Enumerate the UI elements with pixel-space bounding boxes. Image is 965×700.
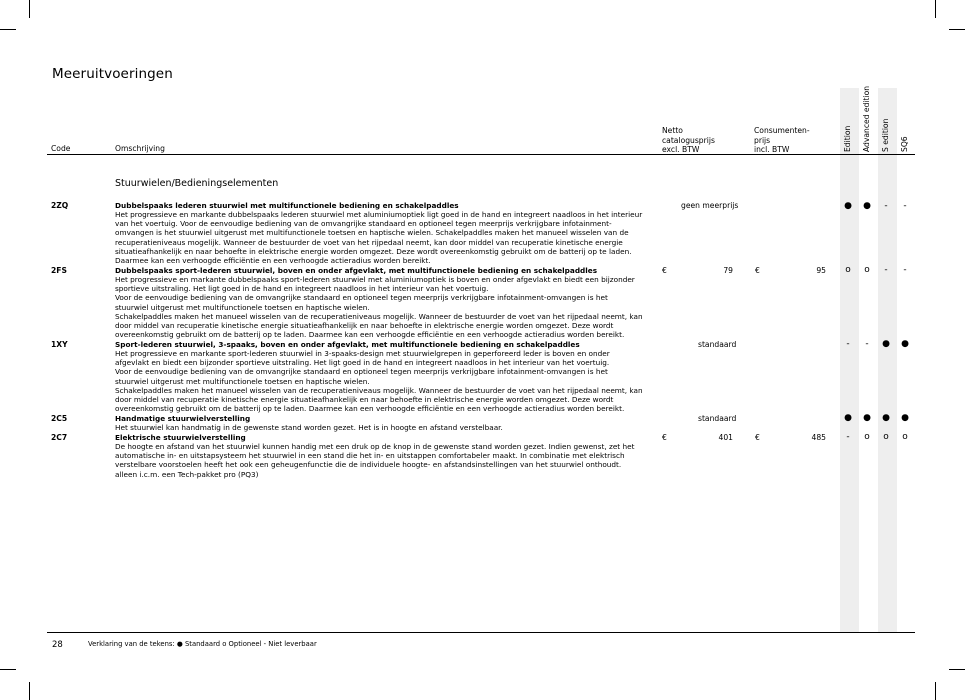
column-header-net-price: Netto catalogusprijs excl. BTW [662, 126, 715, 154]
option-code: 2FS [51, 266, 67, 275]
crop-mark [935, 682, 936, 700]
option-title: Dubbelspaaks lederen stuurwiel met multifunctionele bediening en schakelpaddles [115, 201, 459, 210]
option-code: 2ZQ [51, 201, 69, 210]
availability-advanced-edition: ● [863, 201, 871, 211]
availability-sq6: - [903, 265, 907, 275]
availability-edition: o [845, 265, 851, 275]
option-code: 1XY [51, 340, 68, 349]
option-description [115, 201, 643, 265]
currency-symbol: € [662, 266, 667, 275]
availability-s-edition: ● [882, 339, 890, 349]
option-title: Handmatige stuurwielverstelling [115, 414, 251, 423]
availability-edition: ● [844, 201, 852, 211]
option-body: Het progressieve en markante dubbelspaaks lederen stuurwiel met aluminiumoptiek ligt goed in de hand en integreert naadloos in het interieur van het voertuig. Voor de eenvoudige bediening van de omvangrijke standaard en optioneel tegen meerprijs verkrijgbare infotainment-omvangen is het stuurwiel uitgerust met multifunctionele toetsen en haptische wielen. Schakelpaddles maken het manueel wisselen van de recuperatieniveaus mogelijk. Wanneer de bestuurder de voet van het rijpedaal neemt, kan door middel van recuperatie kinetische energie situatieafhankelijk en naar behoefte in elektrische energie worden omgezet. Deze wordt overeenkomstig gebruikt om de batterij op te laden. Daarmee kan een verhoogde efficiëntie en een verhoogde actieradius worden bereikt. [115, 210, 643, 265]
page-title: Meeruitvoeringen [52, 66, 173, 82]
option-title: Elektrische stuurwielverstelling [115, 433, 246, 442]
price-text: standaard [698, 340, 737, 349]
availability-edition: ● [844, 413, 852, 423]
price-text: geen meerprijs [681, 201, 739, 210]
crop-mark [949, 669, 965, 670]
currency-symbol: € [662, 433, 667, 442]
crop-mark [949, 29, 965, 30]
availability-sq6: ● [901, 413, 909, 423]
option-title: Sport-lederen stuurwiel, 3-spaaks, boven en onder afgevlakt, met multifunctionele bediening en schakelpaddles [115, 340, 580, 349]
crop-mark [0, 669, 16, 670]
crop-mark [29, 682, 30, 700]
option-description [115, 340, 643, 413]
edition-column-shade [878, 88, 897, 632]
column-header-code: Code [51, 144, 71, 153]
legend: Verklaring van de tekens: ● Standaard o Optioneel - Niet leverbaar [88, 640, 317, 648]
option-description [115, 414, 643, 432]
column-header-description: Omschrijving [115, 144, 165, 153]
net-price: 79 [723, 266, 733, 275]
crop-mark [29, 0, 30, 18]
column-header-sq6: SQ6 [900, 136, 909, 152]
availability-advanced-edition: - [865, 339, 869, 349]
availability-sq6: o [902, 432, 908, 442]
currency-symbol: € [755, 433, 760, 442]
option-body: Het stuurwiel kan handmatig in de gewenste stand worden gezet. Het is in hoogte en afstand verstelbaar. [115, 423, 503, 433]
availability-edition: - [846, 339, 850, 349]
option-description [115, 266, 643, 339]
header-rule [47, 154, 915, 155]
currency-symbol: € [755, 266, 760, 275]
option-title: Dubbelspaaks sport-lederen stuurwiel, boven en onder afgevlakt, met multifunctionele bediening en schakelpaddles [115, 266, 598, 275]
availability-s-edition: - [884, 201, 888, 211]
crop-mark [0, 29, 16, 30]
footer-rule [47, 632, 915, 633]
net-price: 401 [718, 433, 733, 442]
availability-sq6: ● [901, 339, 909, 349]
availability-advanced-edition: o [864, 265, 870, 275]
option-body: De hoogte en afstand van het stuurwiel kunnen handig met een druk op de knop in de gewenste stand worden gezet. Indien gewenst, zet het automatische in- en uitstapsysteem het stuurwiel in een stand die het in- en uitstappen comfortabeler maakt. In combinatie met elektrisch verstelbare voorstoelen heeft het ook een geheugenfunctie die de individuele hoogte- en afstandsinstellingen van het stuurwiel onthoudt. alleen i.c.m. een Tech-pakket pro (PQ3) [115, 442, 635, 479]
option-body: Het progressieve en markante sport-lederen stuurwiel in 3-spaaks-design met stuurwielgrepen in geperforeerd leder is boven en onder afgevlakt en biedt een bijzonder sportieve uitstraling. Het ligt goed in de hand en integreert naadloos in het interieur van het voertuig. Voor de eenvoudige bediening van de omvangrijke standaard en optioneel tegen meerprijs verkrijgbare infotainment-omvangen is het stuurwiel uitgerust met multifunctionele toetsen en haptische wielen. Schakelpaddles maken het manueel wisselen van de recuperatieniveaus mogelijk. Wanneer de bestuurder de voet van het rijpedaal neemt, kan door middel van recuperatie kinetische energie situatieafhankelijk en naar behoefte in elektrische energie worden omgezet. Deze wordt overeenkomstig gebruikt om de batterij op te laden. Daarmee kan een verhoogde efficiëntie en een verhoogde actieradius worden bereikt. [115, 349, 643, 414]
availability-s-edition: - [884, 265, 888, 275]
option-body: Het progressieve en markante dubbelspaaks sport-lederen stuurwiel met aluminiumoptiek is boven en onder afgevlakt en biedt een bijzonder sportieve uitstraling. Het ligt goed in de hand en integreert naadloos in het interieur van het voertuig. Voor de eenvoudige bediening van de omvangrijke standaard en optioneel tegen meerprijs verkrijgbare infotainment-omvangen is het stuurwiel uitgerust met multifunctionele toetsen en haptische wielen. Schakelpaddles maken het manueel wisselen van de recuperatieniveaus mogelijk. Wanneer de bestuurder de voet van het rijpedaal neemt, kan door middel van recuperatie kinetische energie situatieafhankelijk en naar behoefte in elektrische energie worden omgezet. Deze wordt overeenkomstig gebruikt om de batterij op te laden. Daarmee kan een verhoogde efficiëntie en een verhoogde actieradius worden bereikt. [115, 275, 643, 340]
consumer-price: 95 [816, 266, 826, 275]
option-description [115, 433, 643, 479]
availability-advanced-edition: o [864, 432, 870, 442]
section-title: Stuurwielen/Bedieningselementen [115, 178, 279, 189]
option-code: 2C7 [51, 433, 68, 442]
column-header-s-edition: S edition [881, 118, 890, 152]
crop-mark [935, 0, 936, 18]
price-text: standaard [698, 414, 737, 423]
availability-s-edition: o [883, 432, 889, 442]
consumer-price: 485 [811, 433, 826, 442]
column-header-consumer-price: Consumenten- prijs incl. BTW [754, 126, 810, 154]
availability-sq6: - [903, 201, 907, 211]
column-header-advanced-edition: Advanced edition [862, 85, 871, 152]
availability-advanced-edition: ● [863, 413, 871, 423]
option-code: 2C5 [51, 414, 68, 423]
availability-s-edition: ● [882, 413, 890, 423]
page-number: 28 [52, 640, 63, 650]
column-header-edition: Edition [843, 125, 852, 152]
edition-column-shade [840, 88, 859, 632]
availability-edition: - [846, 432, 850, 442]
